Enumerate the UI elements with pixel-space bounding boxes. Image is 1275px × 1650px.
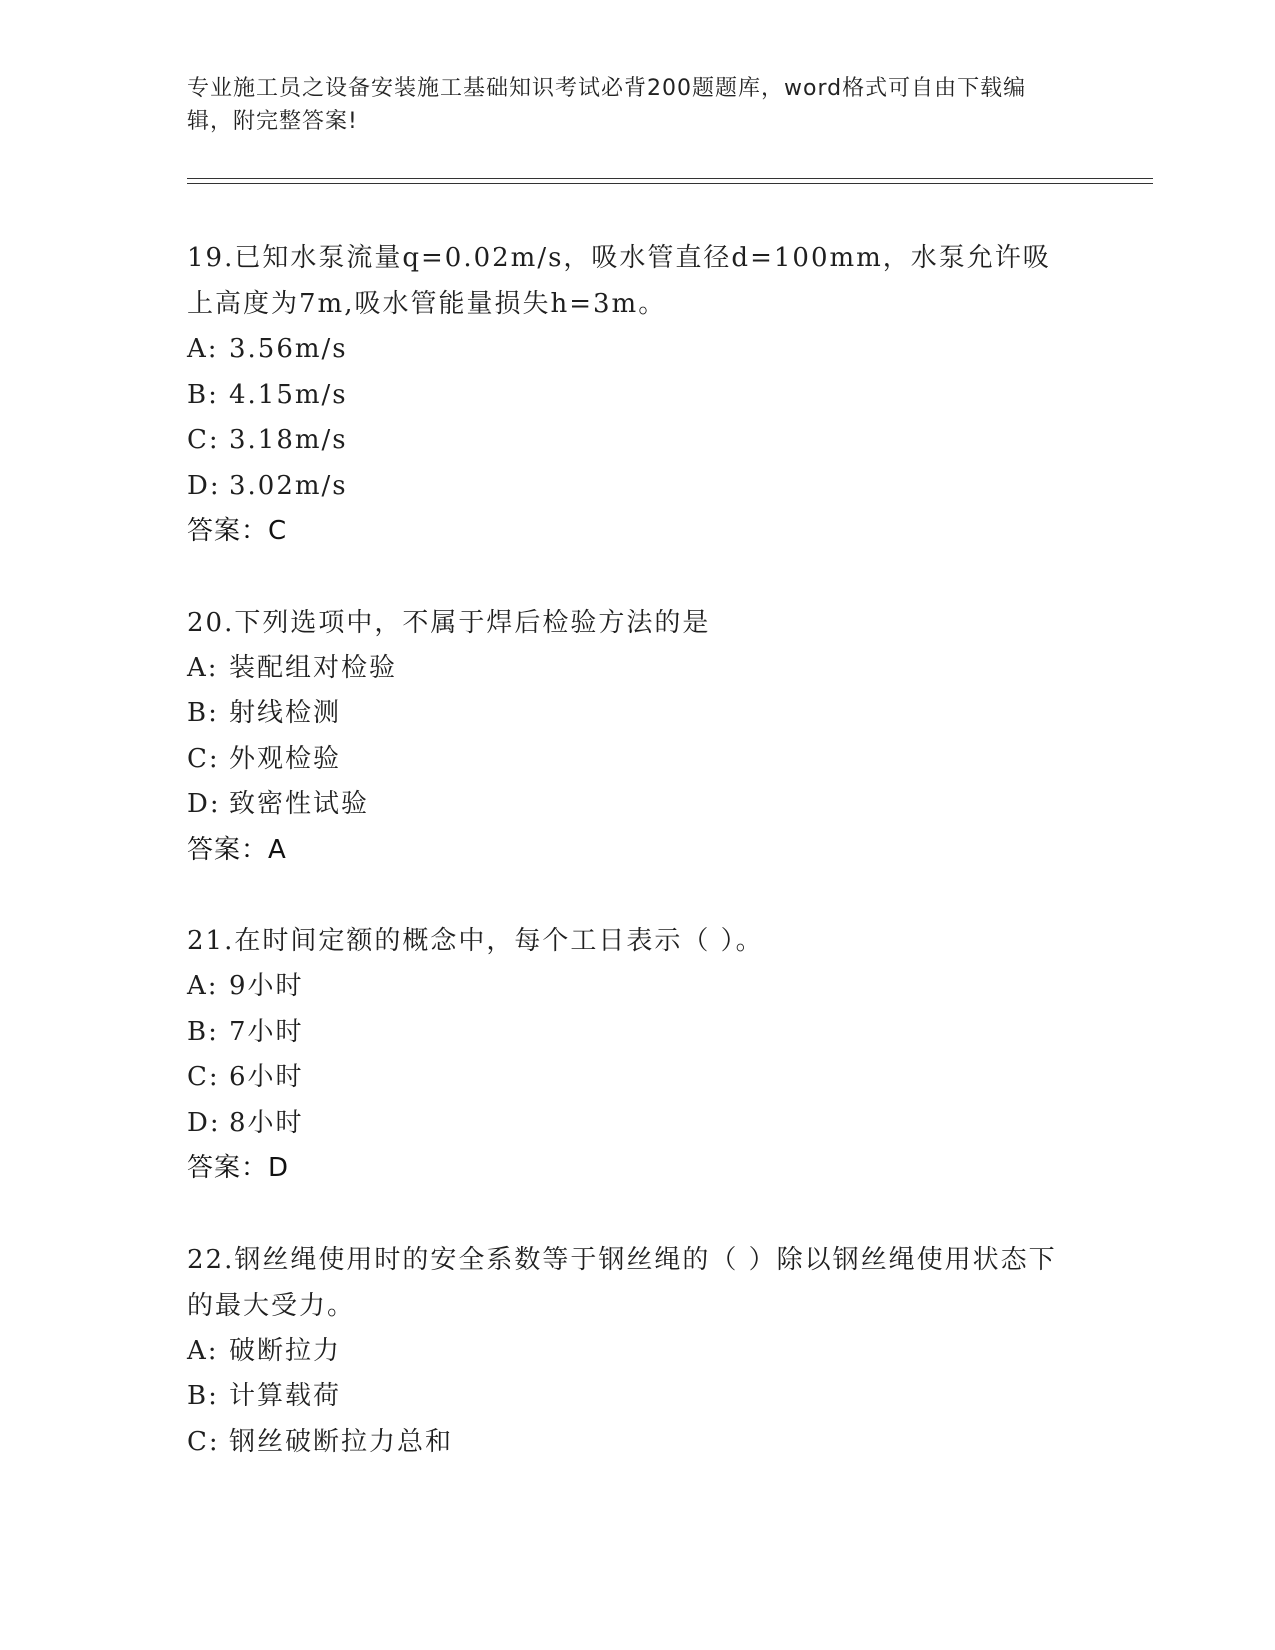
option-b [187,691,1067,737]
option-key: C: [187,1062,220,1092]
option-key: B: [187,1381,219,1411]
question-text: 21.在时间定额的概念中，每个工日表示（ ）。 [187,926,764,956]
option-value: 8小时 [229,1107,304,1138]
option-key: A: [187,971,219,1001]
option-value: 装配组对检验 [229,652,398,683]
option-c [187,1420,1067,1466]
option-value: 钢丝破断拉力总和 [229,1426,454,1457]
option-d [187,1101,1067,1147]
option-key: C: [187,1426,220,1457]
question-text: 22.钢丝绳使用时的安全系数等于钢丝绳的（ ）除以钢丝绳使用状态下的最大受力。 [187,1244,1057,1321]
option-value: 射线检测 [229,698,342,728]
option-c [187,737,1067,783]
option-a [187,964,1067,1010]
header-divider-bottom [187,183,1153,184]
option-key: D: [187,1107,221,1138]
option-key: D: [187,789,221,819]
question-19 [187,235,1067,555]
option-key: C: [187,743,220,774]
question-22 [187,1237,1067,1466]
question-text: 20.下列选项中，不属于焊后检验方法的是 [187,607,711,638]
option-value: 7小时 [229,1016,304,1047]
option-value: 3.18m/s [229,425,348,455]
option-value: 9小时 [229,971,304,1001]
question-21 [187,918,1067,1192]
option-b [187,373,1067,419]
option-b [187,1010,1067,1056]
option-key: B: [187,1016,219,1047]
answer-line: 答案：A [187,834,287,865]
option-a [187,646,1067,692]
option-a [187,327,1067,373]
option-value: 3.02m/s [229,470,348,501]
option-key: A: [187,334,219,364]
option-d [187,782,1067,828]
option-value: 3.56m/s [229,334,348,364]
option-key: D: [187,470,221,501]
option-key: C: [187,425,220,455]
option-d [187,464,1067,510]
option-a [187,1329,1067,1375]
option-value: 6小时 [229,1062,304,1092]
header-divider-top [187,178,1153,179]
option-value: 外观检验 [229,743,342,774]
option-value: 破断拉力 [229,1335,342,1366]
option-value: 4.15m/s [229,379,348,410]
option-c [187,1055,1067,1101]
option-c [187,418,1067,464]
question-20 [187,600,1067,874]
option-b [187,1374,1067,1420]
option-value: 计算载荷 [229,1381,342,1411]
option-value: 致密性试验 [229,789,370,819]
option-key: B: [187,379,219,410]
option-key: A: [187,1335,219,1366]
question-text: 19.已知水泵流量q=0.02m/s，吸水管直径d=100mm，水泵允许吸上高度为7m,吸水管能量损失h=3m。 [187,243,1051,319]
option-key: B: [187,698,219,728]
option-key: A: [187,652,219,683]
answer-line: 答案：C [187,516,288,546]
answer-line: 答案：D [187,1153,290,1183]
document-header: 专业施工员之设备安装施工基础知识考试必背200题题库，word格式可自由下载编辑，附完整答案! [187,76,1027,134]
question-list [187,235,1067,1510]
